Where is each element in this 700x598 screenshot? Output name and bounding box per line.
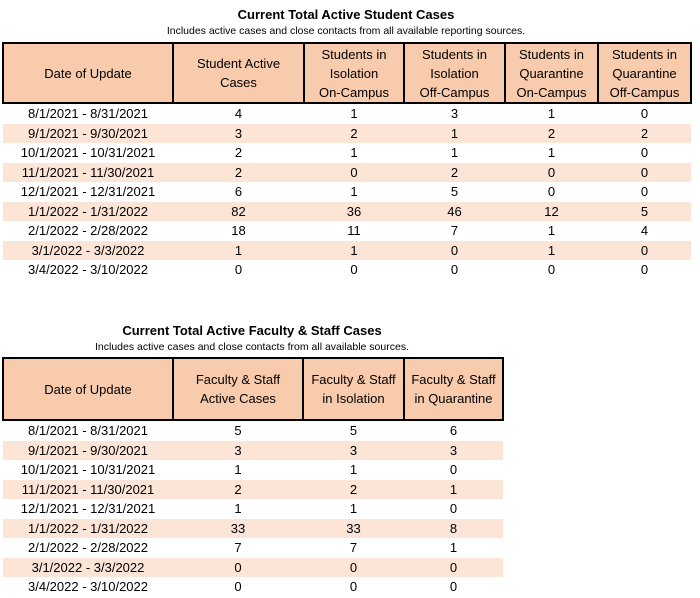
count-cell: 0 bbox=[234, 579, 242, 594]
count-cell: 1 bbox=[173, 241, 304, 261]
table-row bbox=[3, 519, 503, 539]
count-cell: 4 bbox=[640, 223, 649, 238]
count-cell: 1 bbox=[350, 184, 358, 199]
student-table-title: Current Total Active Student Cases bbox=[237, 7, 455, 22]
header-line: Off-Campus bbox=[419, 84, 490, 100]
table-row bbox=[3, 499, 503, 519]
count-cell: 0 bbox=[505, 163, 598, 183]
count-cell: 1 bbox=[404, 480, 503, 500]
staff-table-subtitle: Includes active cases and close contacts from all available sources. bbox=[95, 341, 409, 353]
count-cell: 1 bbox=[349, 462, 358, 477]
count-cell: 33 bbox=[303, 519, 404, 539]
count-cell: 0 bbox=[234, 262, 243, 277]
header-line: Faculty & Staff bbox=[195, 372, 281, 387]
date-range-cell: 3/1/2022 - 3/3/2022 bbox=[3, 558, 173, 578]
count-cell: 1 bbox=[304, 241, 404, 261]
header-line: Students in bbox=[321, 46, 387, 62]
count-cell: 3 bbox=[450, 106, 459, 121]
count-cell: 1 bbox=[547, 223, 556, 238]
table-row bbox=[3, 163, 691, 183]
date-range-cell: 10/1/2021 - 10/31/2021 bbox=[20, 462, 156, 477]
table-row bbox=[3, 460, 503, 480]
header-line: in Isolation bbox=[322, 391, 385, 406]
count-cell: 0 bbox=[640, 262, 649, 277]
staff-cases-table bbox=[2, 357, 504, 597]
count-cell: 5 bbox=[234, 423, 242, 438]
count-cell: 3 bbox=[173, 124, 304, 144]
count-cell: 1 bbox=[449, 540, 458, 555]
date-range-cell: 2/1/2022 - 2/28/2022 bbox=[28, 223, 148, 238]
header-line: Date of Update bbox=[44, 381, 132, 397]
header-line: Quarantine bbox=[612, 65, 677, 81]
count-cell: 8 bbox=[404, 519, 503, 539]
date-range-cell: 9/1/2021 - 9/30/2021 bbox=[3, 441, 173, 461]
table-row bbox=[3, 441, 503, 461]
header-line: Student Active bbox=[196, 56, 281, 71]
date-range-cell: 10/1/2021 - 10/31/2021 bbox=[20, 145, 156, 160]
count-cell: 1 bbox=[350, 106, 358, 121]
count-cell: 2 bbox=[505, 124, 598, 144]
count-cell: 5 bbox=[349, 423, 358, 438]
header-line: Active Cases bbox=[200, 391, 276, 406]
header-line: Off-Campus bbox=[609, 84, 680, 100]
count-cell: 1 bbox=[350, 145, 358, 160]
count-cell: 0 bbox=[640, 106, 649, 121]
date-range-cell: 12/1/2021 - 12/31/2021 bbox=[20, 501, 156, 516]
count-cell: 0 bbox=[450, 262, 459, 277]
count-cell: 0 bbox=[404, 558, 503, 578]
count-cell: 0 bbox=[598, 241, 691, 261]
table-row bbox=[3, 221, 691, 241]
date-range-cell: 8/1/2021 - 8/31/2021 bbox=[28, 423, 148, 438]
date-range-cell: 3/4/2022 - 3/10/2022 bbox=[28, 579, 148, 594]
count-cell: 7 bbox=[450, 223, 459, 238]
table-row bbox=[3, 241, 691, 261]
count-cell: 2 bbox=[303, 480, 404, 500]
count-cell: 2 bbox=[404, 163, 505, 183]
staff-column-header bbox=[3, 358, 173, 420]
date-range-cell: 2/1/2022 - 2/28/2022 bbox=[28, 540, 148, 555]
count-cell: 3 bbox=[404, 441, 503, 461]
staff-column-header bbox=[173, 358, 303, 420]
header-line: Students in bbox=[518, 46, 585, 62]
count-cell: 1 bbox=[450, 145, 459, 160]
date-range-cell: 1/1/2022 - 1/31/2022 bbox=[3, 519, 173, 539]
count-cell: 0 bbox=[349, 579, 358, 594]
count-cell: 1 bbox=[234, 501, 242, 516]
count-cell: 0 bbox=[350, 262, 358, 277]
header-line: Isolation bbox=[329, 65, 379, 81]
count-cell: 0 bbox=[449, 462, 458, 477]
header-line: On-Campus bbox=[516, 84, 587, 100]
count-cell: 1 bbox=[404, 124, 505, 144]
staff-column-header bbox=[303, 358, 404, 420]
date-range-cell: 3/4/2022 - 3/10/2022 bbox=[28, 262, 148, 277]
count-cell: 4 bbox=[234, 106, 243, 121]
count-cell: 5 bbox=[450, 184, 459, 199]
count-cell: 1 bbox=[547, 145, 556, 160]
count-cell: 36 bbox=[304, 202, 404, 222]
date-range-cell: 11/1/2021 - 11/30/2021 bbox=[3, 480, 173, 500]
count-cell: 2 bbox=[173, 163, 304, 183]
table-row bbox=[3, 480, 503, 500]
student-column-header bbox=[304, 43, 404, 103]
count-cell: 2 bbox=[173, 480, 303, 500]
table-row bbox=[3, 182, 691, 202]
count-cell: 6 bbox=[234, 184, 243, 199]
student-column-header bbox=[404, 43, 505, 103]
date-range-cell: 12/1/2021 - 12/31/2021 bbox=[20, 184, 156, 199]
date-range-cell: 1/1/2022 - 1/31/2022 bbox=[3, 202, 173, 222]
header-line: Cases bbox=[220, 75, 257, 90]
count-cell: 2 bbox=[598, 124, 691, 144]
count-cell: 7 bbox=[234, 540, 242, 555]
table-row bbox=[3, 260, 691, 280]
count-cell: 1 bbox=[234, 462, 242, 477]
count-cell: 0 bbox=[547, 262, 556, 277]
table-row bbox=[3, 558, 503, 578]
count-cell: 0 bbox=[449, 501, 458, 516]
count-cell: 0 bbox=[404, 241, 505, 261]
count-cell: 1 bbox=[349, 501, 358, 516]
table-row bbox=[3, 420, 503, 441]
count-cell: 2 bbox=[304, 124, 404, 144]
table-row bbox=[3, 577, 503, 597]
count-cell: 0 bbox=[547, 184, 556, 199]
student-column-header bbox=[173, 43, 304, 103]
table-row bbox=[3, 538, 503, 558]
count-cell: 1 bbox=[505, 241, 598, 261]
table-row bbox=[3, 124, 691, 144]
count-cell: 0 bbox=[640, 145, 649, 160]
date-range-cell: 3/1/2022 - 3/3/2022 bbox=[3, 241, 173, 261]
staff-column-header bbox=[404, 358, 503, 420]
header-line: Date of Update bbox=[44, 65, 132, 81]
count-cell: 1 bbox=[547, 106, 556, 121]
count-cell: 0 bbox=[598, 163, 691, 183]
header-line: Isolation bbox=[430, 65, 479, 81]
date-range-cell: 8/1/2021 - 8/31/2021 bbox=[28, 106, 148, 121]
count-cell: 12 bbox=[505, 202, 598, 222]
table-row bbox=[3, 202, 691, 222]
date-range-cell: 9/1/2021 - 9/30/2021 bbox=[3, 124, 173, 144]
date-range-cell: 11/1/2021 - 11/30/2021 bbox=[3, 163, 173, 183]
count-cell: 82 bbox=[173, 202, 304, 222]
header-line: Faculty & Staff bbox=[311, 372, 396, 387]
count-cell: 11 bbox=[347, 223, 361, 238]
table-row bbox=[3, 103, 691, 124]
count-cell: 6 bbox=[449, 423, 458, 438]
student-column-header bbox=[505, 43, 598, 103]
student-column-header bbox=[3, 43, 173, 103]
table-row bbox=[3, 143, 691, 163]
count-cell: 0 bbox=[173, 558, 303, 578]
count-cell: 0 bbox=[303, 558, 404, 578]
count-cell: 18 bbox=[231, 223, 246, 238]
header-line: On-Campus bbox=[318, 84, 390, 100]
header-line: Quarantine bbox=[519, 65, 584, 81]
count-cell: 0 bbox=[449, 579, 458, 594]
count-cell: 33 bbox=[173, 519, 303, 539]
header-line: Faculty & Staff bbox=[411, 372, 496, 387]
staff-table-title: Current Total Active Faculty & Staff Cases bbox=[122, 323, 382, 338]
count-cell: 0 bbox=[304, 163, 404, 183]
header-line: Students in bbox=[611, 46, 678, 62]
count-cell: 46 bbox=[404, 202, 505, 222]
count-cell: 3 bbox=[303, 441, 404, 461]
header-line: in Quarantine bbox=[414, 391, 493, 406]
student-cases-table bbox=[2, 42, 692, 280]
student-table-subtitle: Includes active cases and close contacts from all available reporting sources. bbox=[166, 25, 526, 37]
count-cell: 2 bbox=[234, 145, 243, 160]
header-line: Students in bbox=[421, 46, 488, 62]
student-column-header bbox=[598, 43, 691, 103]
count-cell: 7 bbox=[349, 540, 358, 555]
count-cell: 5 bbox=[598, 202, 691, 222]
count-cell: 3 bbox=[173, 441, 303, 461]
count-cell: 0 bbox=[640, 184, 649, 199]
